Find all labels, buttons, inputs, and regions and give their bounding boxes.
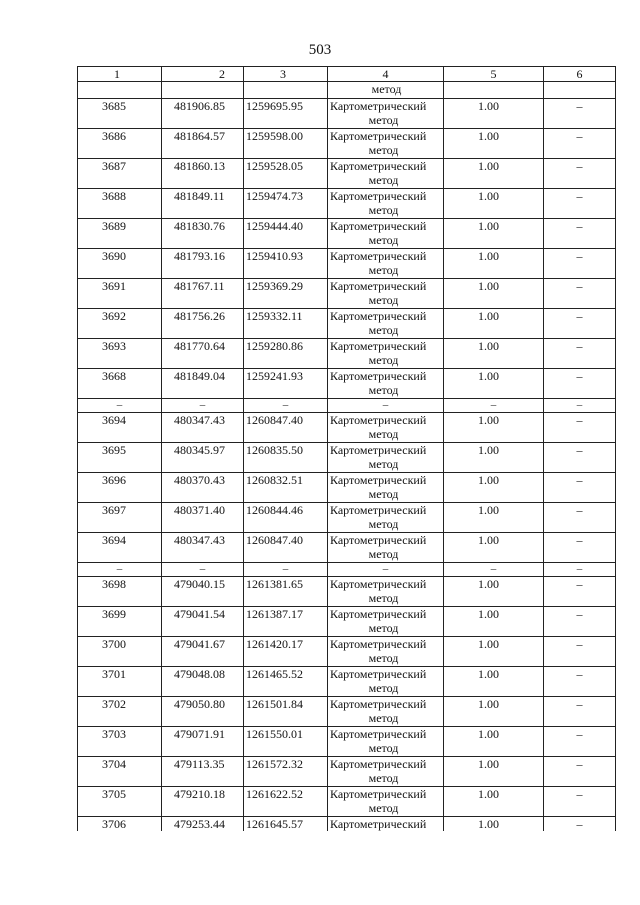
column-6-cell: – — [544, 757, 616, 787]
accuracy-cell: 1.00 — [444, 533, 544, 563]
accuracy-cell: 1.00 — [444, 503, 544, 533]
y-coordinate-cell: 1260844.46 — [244, 503, 328, 533]
column-6-cell: – — [544, 697, 616, 727]
separator-dash: – — [162, 399, 244, 413]
point-number-cell: 3691 — [78, 279, 162, 309]
method-cell — [328, 99, 444, 129]
x-coordinate-cell: 481849.04 — [162, 369, 244, 399]
continuation-cell-2 — [162, 82, 244, 99]
continuation-cell-3 — [244, 82, 328, 99]
separator-dash: – — [78, 399, 162, 413]
method-line-1: Картометрический — [330, 279, 427, 293]
accuracy-cell: 1.00 — [444, 667, 544, 697]
accuracy-cell: 1.00 — [444, 637, 544, 667]
method-line-2: метод — [368, 681, 399, 695]
header-cell-1: 1 — [78, 67, 162, 82]
column-6-cell: – — [544, 727, 616, 757]
point-number-cell: 3700 — [78, 637, 162, 667]
separator-dash: – — [544, 399, 616, 413]
table-row — [78, 279, 616, 309]
y-coordinate-cell: 1261387.17 — [244, 607, 328, 637]
column-6-cell: – — [544, 473, 616, 503]
method-line-2: метод — [368, 143, 399, 157]
column-6-cell: – — [544, 413, 616, 443]
continuation-cell-6 — [544, 82, 616, 99]
accuracy-cell: 1.00 — [444, 189, 544, 219]
table-row — [78, 697, 616, 727]
x-coordinate-cell: 481830.76 — [162, 219, 244, 249]
method-line-2: метод — [368, 771, 399, 785]
y-coordinate-cell: 1260847.40 — [244, 533, 328, 563]
table-row — [78, 727, 616, 757]
separator-dash: – — [78, 563, 162, 577]
point-number-cell: 3688 — [78, 189, 162, 219]
accuracy-cell: 1.00 — [444, 219, 544, 249]
column-6-cell: – — [544, 219, 616, 249]
method-cell — [328, 667, 444, 697]
column-6-cell: – — [544, 309, 616, 339]
column-6-cell: – — [544, 443, 616, 473]
x-coordinate-cell: 481849.11 — [162, 189, 244, 219]
column-6-cell: – — [544, 339, 616, 369]
y-coordinate-cell: 1261501.84 — [244, 697, 328, 727]
point-number-cell: 3699 — [78, 607, 162, 637]
point-number-cell: 3705 — [78, 787, 162, 817]
method-line-1: Картометрический — [330, 637, 427, 651]
accuracy-cell: 1.00 — [444, 473, 544, 503]
column-6-cell: – — [544, 189, 616, 219]
method-cell — [328, 577, 444, 607]
point-number-cell: 3690 — [78, 249, 162, 279]
method-cell — [328, 787, 444, 817]
y-coordinate-cell: 1259528.05 — [244, 159, 328, 189]
method-cell — [328, 817, 444, 832]
header-cell-5: 5 — [444, 67, 544, 82]
x-coordinate-cell: 479210.18 — [162, 787, 244, 817]
y-coordinate-cell: 1259444.40 — [244, 219, 328, 249]
y-coordinate-cell: 1259241.93 — [244, 369, 328, 399]
method-line-1: Картометрический — [330, 339, 427, 353]
x-coordinate-cell: 481864.57 — [162, 129, 244, 159]
column-6-cell: – — [544, 533, 616, 563]
table-row — [78, 219, 616, 249]
method-line-1: Картометрический — [330, 817, 427, 831]
x-coordinate-cell: 479113.35 — [162, 757, 244, 787]
point-number-cell: 3706 — [78, 817, 162, 832]
column-6-cell: – — [544, 667, 616, 697]
method-cell — [328, 413, 444, 443]
method-line-1: Картометрический — [330, 129, 427, 143]
table-row — [78, 129, 616, 159]
accuracy-cell: 1.00 — [444, 99, 544, 129]
method-cell — [328, 503, 444, 533]
column-6-cell: – — [544, 369, 616, 399]
x-coordinate-cell: 481770.64 — [162, 339, 244, 369]
x-coordinate-cell: 479048.08 — [162, 667, 244, 697]
method-cell — [328, 473, 444, 503]
table-row — [78, 369, 616, 399]
method-cell — [328, 369, 444, 399]
point-number-cell: 3703 — [78, 727, 162, 757]
method-cell — [328, 637, 444, 667]
table-row — [78, 413, 616, 443]
y-coordinate-cell: 1260835.50 — [244, 443, 328, 473]
method-line-1: Картометрический — [330, 99, 427, 113]
table-row — [78, 637, 616, 667]
method-line-2: метод — [368, 621, 399, 635]
method-line-2: метод — [368, 547, 399, 561]
column-6-cell: – — [544, 99, 616, 129]
table-row — [78, 99, 616, 129]
x-coordinate-cell: 481756.26 — [162, 309, 244, 339]
table-row — [78, 533, 616, 563]
page-number: 503 — [308, 42, 332, 58]
x-coordinate-cell: 481793.16 — [162, 249, 244, 279]
separator-row — [78, 563, 616, 577]
method-line-1: Картометрический — [330, 473, 427, 487]
column-6-cell: – — [544, 159, 616, 189]
method-cell — [328, 697, 444, 727]
accuracy-cell: 1.00 — [444, 817, 544, 832]
point-number-cell: 3704 — [78, 757, 162, 787]
header-cell-3: 3 — [244, 67, 328, 82]
y-coordinate-cell: 1259474.73 — [244, 189, 328, 219]
accuracy-cell: 1.00 — [444, 413, 544, 443]
method-cell — [328, 533, 444, 563]
y-coordinate-cell: 1261465.52 — [244, 667, 328, 697]
method-cell — [328, 727, 444, 757]
method-cell — [328, 443, 444, 473]
table-row — [78, 339, 616, 369]
y-coordinate-cell: 1261420.17 — [244, 637, 328, 667]
column-6-cell: – — [544, 607, 616, 637]
x-coordinate-cell: 479041.67 — [162, 637, 244, 667]
point-number-cell: 3694 — [78, 533, 162, 563]
point-number-cell: 3698 — [78, 577, 162, 607]
method-line-1: Картометрический — [330, 219, 427, 233]
method-line-2: метод — [368, 591, 399, 605]
table-row — [78, 503, 616, 533]
table-row — [78, 817, 616, 832]
method-cell — [328, 219, 444, 249]
header-cell-2: 2 — [162, 67, 244, 82]
separator-dash: – — [244, 563, 328, 577]
separator-dash: – — [444, 563, 544, 577]
table-row — [78, 189, 616, 219]
table-row — [78, 443, 616, 473]
table-row — [78, 473, 616, 503]
y-coordinate-cell: 1261645.57 — [244, 817, 328, 832]
y-coordinate-cell: 1261381.65 — [244, 577, 328, 607]
method-line-1: Картометрический — [330, 309, 427, 323]
separator-dash: – — [444, 399, 544, 413]
point-number-cell: 3696 — [78, 473, 162, 503]
x-coordinate-cell: 481767.11 — [162, 279, 244, 309]
method-cell — [328, 339, 444, 369]
method-line-2: метод — [368, 517, 399, 531]
method-line-2: метод — [368, 233, 399, 247]
column-6-cell: – — [544, 787, 616, 817]
accuracy-cell: 1.00 — [444, 757, 544, 787]
accuracy-cell: 1.00 — [444, 607, 544, 637]
method-line-1: Картометрический — [330, 189, 427, 203]
x-coordinate-cell: 481906.85 — [162, 99, 244, 129]
point-number-cell: 3694 — [78, 413, 162, 443]
method-cell — [328, 249, 444, 279]
column-6-cell: – — [544, 637, 616, 667]
accuracy-cell: 1.00 — [444, 369, 544, 399]
method-line-1: Картометрический — [330, 787, 427, 801]
method-line-2: метод — [368, 711, 399, 725]
accuracy-cell: 1.00 — [444, 159, 544, 189]
y-coordinate-cell: 1261622.52 — [244, 787, 328, 817]
y-coordinate-cell: 1261550.01 — [244, 727, 328, 757]
method-line-2: метод — [368, 323, 399, 337]
x-coordinate-cell: 480371.40 — [162, 503, 244, 533]
x-coordinate-cell: 479040.15 — [162, 577, 244, 607]
accuracy-cell: 1.00 — [444, 577, 544, 607]
method-cell — [328, 189, 444, 219]
method-cell — [328, 757, 444, 787]
method-line-2: метод — [368, 457, 399, 471]
accuracy-cell: 1.00 — [444, 443, 544, 473]
method-line-2: метод — [368, 353, 399, 367]
point-number-cell: 3692 — [78, 309, 162, 339]
method-line-2: метод — [368, 801, 399, 815]
method-line-2: метод — [368, 173, 399, 187]
y-coordinate-cell: 1259369.29 — [244, 279, 328, 309]
point-number-cell: 3687 — [78, 159, 162, 189]
continuation-cell-5 — [444, 82, 544, 99]
method-line-1: Картометрический — [330, 369, 427, 383]
method-line-2: метод — [368, 741, 399, 755]
continuation-cell-1 — [78, 82, 162, 99]
x-coordinate-cell: 479071.91 — [162, 727, 244, 757]
table-row — [78, 667, 616, 697]
method-line-2: метод — [368, 427, 399, 441]
point-number-cell: 3697 — [78, 503, 162, 533]
x-coordinate-cell: 480347.43 — [162, 413, 244, 443]
method-cell — [328, 607, 444, 637]
method-line-2: метод — [368, 113, 399, 127]
y-coordinate-cell: 1259280.86 — [244, 339, 328, 369]
continuation-row — [78, 82, 616, 99]
accuracy-cell: 1.00 — [444, 787, 544, 817]
y-coordinate-cell: 1260847.40 — [244, 413, 328, 443]
separator-dash: – — [328, 563, 444, 577]
point-number-cell: 3695 — [78, 443, 162, 473]
x-coordinate-cell: 480345.97 — [162, 443, 244, 473]
method-line-1: Картометрический — [330, 697, 427, 711]
separator-dash: – — [544, 563, 616, 577]
method-cell — [328, 129, 444, 159]
column-6-cell: – — [544, 129, 616, 159]
header-cell-4: 4 — [328, 67, 444, 82]
y-coordinate-cell: 1260832.51 — [244, 473, 328, 503]
separator-dash: – — [328, 399, 444, 413]
method-line-2: метод — [368, 293, 399, 307]
method-cell — [328, 309, 444, 339]
y-coordinate-cell: 1261572.32 — [244, 757, 328, 787]
accuracy-cell: 1.00 — [444, 129, 544, 159]
point-number-cell: 3693 — [78, 339, 162, 369]
method-line-1: Картометрический — [330, 249, 427, 263]
table-row — [78, 757, 616, 787]
accuracy-cell: 1.00 — [444, 339, 544, 369]
separator-dash: – — [162, 563, 244, 577]
accuracy-cell: 1.00 — [444, 279, 544, 309]
point-number-cell: 3686 — [78, 129, 162, 159]
table-row — [78, 249, 616, 279]
table-row — [78, 309, 616, 339]
column-6-cell: – — [544, 279, 616, 309]
point-number-cell: 3668 — [78, 369, 162, 399]
continuation-method-text: метод — [328, 82, 444, 99]
method-line-1: Картометрический — [330, 667, 427, 681]
column-6-cell: – — [544, 577, 616, 607]
x-coordinate-cell: 480370.43 — [162, 473, 244, 503]
column-6-cell: – — [544, 817, 616, 832]
method-cell — [328, 279, 444, 309]
accuracy-cell: 1.00 — [444, 249, 544, 279]
y-coordinate-cell: 1259695.95 — [244, 99, 328, 129]
table-row — [78, 787, 616, 817]
column-6-cell: – — [544, 503, 616, 533]
method-line-2: метод — [368, 263, 399, 277]
method-line-1: Картометрический — [330, 533, 427, 547]
y-coordinate-cell: 1259332.11 — [244, 309, 328, 339]
x-coordinate-cell: 480347.43 — [162, 533, 244, 563]
y-coordinate-cell: 1259598.00 — [244, 129, 328, 159]
accuracy-cell: 1.00 — [444, 727, 544, 757]
separator-dash: – — [244, 399, 328, 413]
point-number-cell: 3702 — [78, 697, 162, 727]
header-cell-6: 6 — [544, 67, 616, 82]
method-line-2: метод — [368, 203, 399, 217]
y-coordinate-cell: 1259410.93 — [244, 249, 328, 279]
x-coordinate-cell: 479050.80 — [162, 697, 244, 727]
accuracy-cell: 1.00 — [444, 697, 544, 727]
x-coordinate-cell: 481860.13 — [162, 159, 244, 189]
accuracy-cell: 1.00 — [444, 309, 544, 339]
table-row — [78, 159, 616, 189]
method-line-1: Картометрический — [330, 503, 427, 517]
table-row — [78, 607, 616, 637]
method-line-1: Картометрический — [330, 607, 427, 621]
coordinates-table — [77, 66, 616, 831]
header-row — [78, 67, 616, 82]
point-number-cell: 3685 — [78, 99, 162, 129]
method-line-1: Картометрический — [330, 727, 427, 741]
table-row — [78, 577, 616, 607]
x-coordinate-cell: 479253.44 — [162, 817, 244, 832]
method-line-2: метод — [368, 487, 399, 501]
point-number-cell: 3689 — [78, 219, 162, 249]
method-line-2: метод — [368, 651, 399, 665]
x-coordinate-cell: 479041.54 — [162, 607, 244, 637]
separator-row — [78, 399, 616, 413]
method-line-1: Картометрический — [330, 413, 427, 427]
point-number-cell: 3701 — [78, 667, 162, 697]
method-line-1: Картометрический — [330, 443, 427, 457]
method-cell — [328, 159, 444, 189]
column-6-cell: – — [544, 249, 616, 279]
method-line-1: Картометрический — [330, 757, 427, 771]
method-line-1: Картометрический — [330, 159, 427, 173]
method-line-2: метод — [368, 383, 399, 397]
method-line-1: Картометрический — [330, 577, 427, 591]
